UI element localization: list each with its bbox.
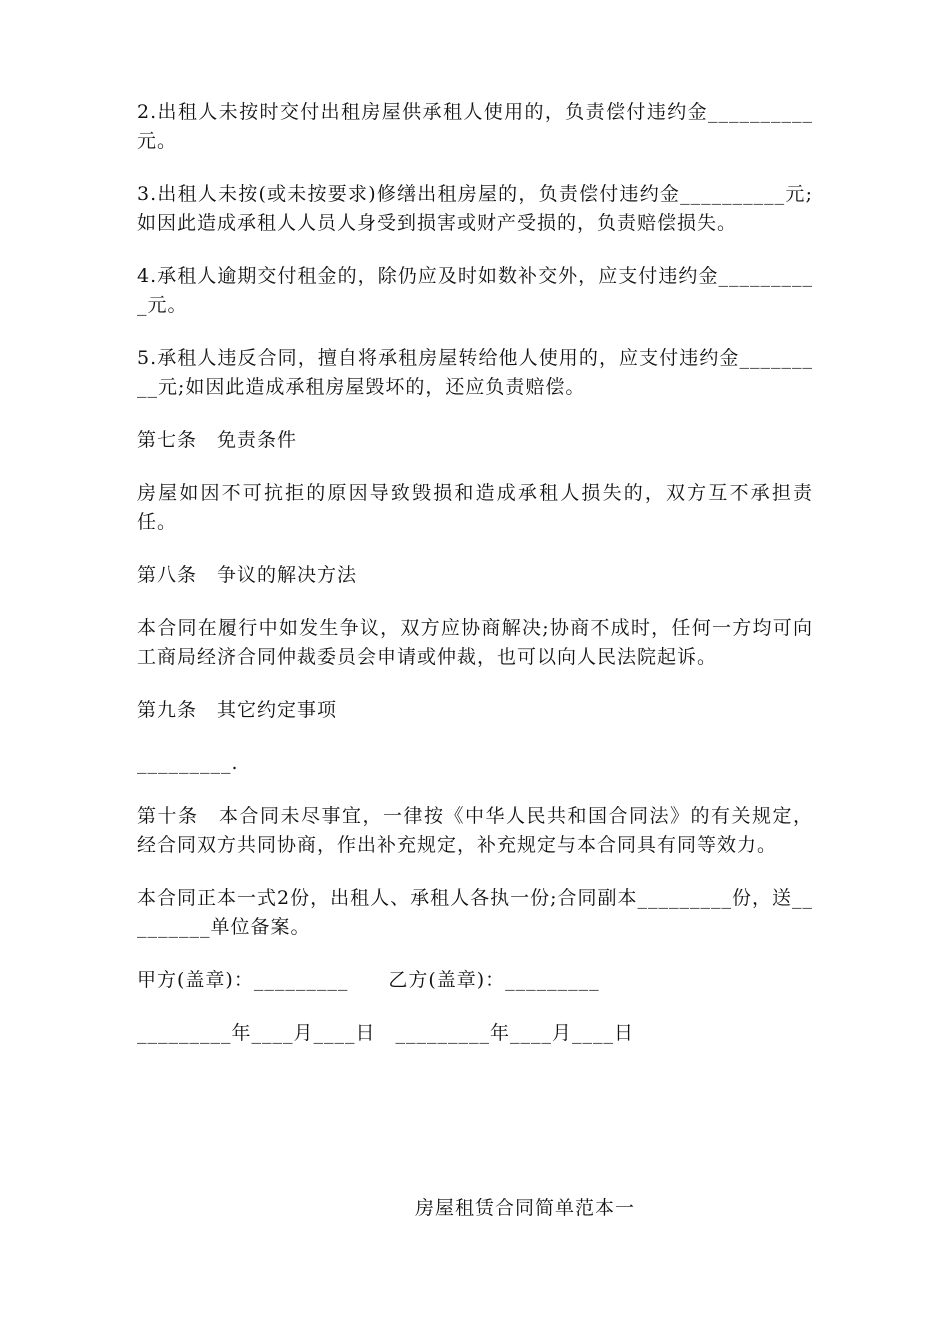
- clause-6-item-5: 5.承租人违反合同，擅自将承租房屋转给他人使用的，应支付违约金_________元;如因此造成承租房屋毁坏的，还应负责赔偿。: [137, 347, 813, 398]
- clause-6-item-4: 4.承租人逾期交付租金的，除仍应及时如数补交外，应支付违约金__________元。: [137, 265, 813, 316]
- clause-9-blank: _________.: [137, 752, 239, 774]
- clause-6-item-3: 3.出租人未按(或未按要求)修缮出租房屋的，负责偿付违约金__________元;如因此造成承租人人员人身受到损害或财产受损的，负责赔偿损失。: [137, 183, 813, 234]
- date-line: _________年____月____日 _________年____月____日: [137, 1022, 635, 1044]
- next-document-title: 房屋租赁合同简单范本一: [414, 1197, 635, 1219]
- clause-7-body: 房屋如因不可抗拒的原因导致毁损和造成承租人损失的，双方互不承担责任。: [137, 482, 813, 533]
- copies-paragraph: 本合同正本一式2份，出租人、承租人各执一份;合同副本_________份，送_________单位备案。: [137, 887, 813, 938]
- clause-8-heading: 第八条 争议的解决方法: [137, 564, 358, 586]
- clause-8-body: 本合同在履行中如发生争议，双方应协商解决;协商不成时，任何一方均可向工商局经济合同仲裁委员会申请或仲裁，也可以向人民法院起诉。: [137, 617, 813, 668]
- clause-10-body: 第十条 本合同未尽事宜，一律按《中华人民共和国合同法》的有关规定，经合同双方共同协商，作出补充规定，补充规定与本合同具有同等效力。: [137, 805, 813, 856]
- clause-6-item-2: 2.出租人未按时交付出租房屋供承租人使用的，负责偿付违约金__________元。: [137, 101, 813, 152]
- clause-7-heading: 第七条 免责条件: [137, 429, 298, 451]
- clause-9-heading: 第九条 其它约定事项: [137, 699, 338, 721]
- signature-line: 甲方(盖章)：_________ 乙方(盖章)：_________: [137, 969, 600, 991]
- document-body: [137, 98, 813, 1072]
